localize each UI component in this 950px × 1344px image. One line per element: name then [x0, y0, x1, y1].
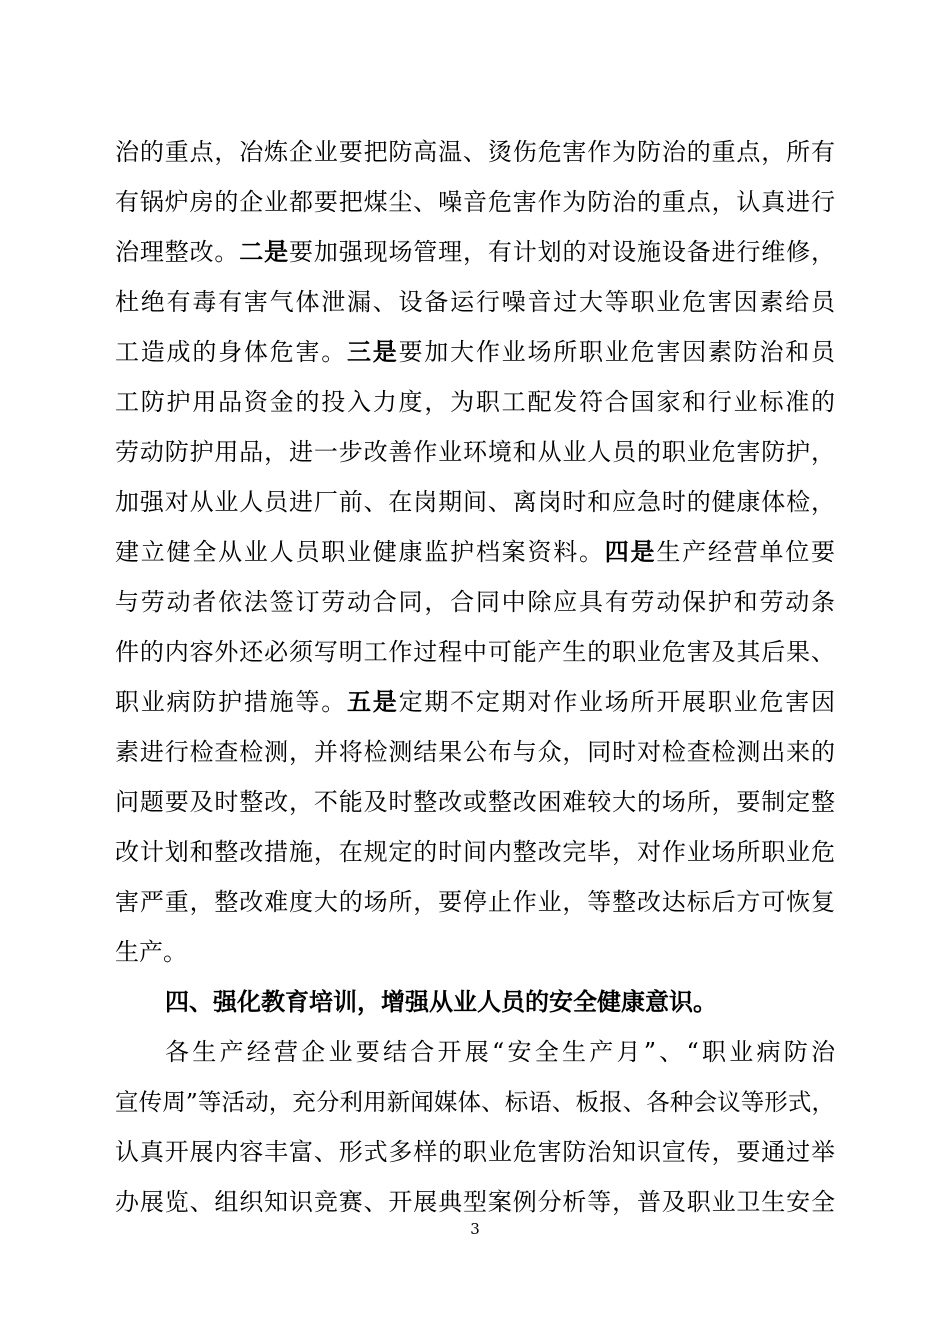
- emphasis-label: 三是: [347, 337, 399, 366]
- emphasis-label: 五是: [347, 687, 399, 716]
- body-line: 件的内容外还必须写明工作过程中可能产生的职业危害及其后果、: [115, 638, 835, 666]
- emphasis-label: 二是: [239, 237, 290, 266]
- body-line: [115, 687, 835, 717]
- section-line: 认真开展内容丰富、形式多样的职业危害防治知识宣传，要通过举: [115, 1138, 835, 1166]
- body-line: 素进行检查检测，并将检测结果公布与众，同时对检查检测出来的: [115, 738, 835, 766]
- body-line: 与劳动者依法签订劳动合同，合同中除应具有劳动保护和劳动条: [115, 588, 835, 616]
- emphasis-label: 四是: [604, 537, 657, 566]
- line-text: 建立健全从业人员职业健康监护档案资料。: [115, 538, 605, 566]
- body-line: 杜绝有毒有害气体泄漏、设备运行噪音过大等职业危害因素给员: [115, 288, 835, 316]
- body-line: 治的重点，冶炼企业要把防高温、烫伤危害作为防治的重点，所有: [115, 138, 835, 166]
- body-line: [115, 237, 835, 267]
- line-text: 生产经营单位要: [656, 538, 836, 566]
- body-line: 害严重，整改难度大的场所，要停止作业，等整改达标后方可恢复: [115, 888, 835, 916]
- line-text: 职业病防护措施等。: [115, 688, 347, 716]
- line-text: 工造成的身体危害。: [115, 338, 347, 366]
- section-line: 宣传周”等活动，充分利用新闻媒体、标语、板报、各种会议等形式，: [115, 1088, 835, 1116]
- body-line: [115, 337, 835, 367]
- body-line: 问题要及时整改，不能及时整改或整改困难较大的场所，要制定整: [115, 788, 835, 816]
- body-line: 加强对从业人员进厂前、在岗期间、离岗时和应急时的健康体检，: [115, 488, 835, 516]
- body-line: 生产。: [115, 938, 187, 966]
- section-line: 各生产经营企业要结合开展“安全生产月”、“职业病防治: [165, 1038, 835, 1066]
- body-line: 有锅炉房的企业都要把煤尘、噪音危害作为防治的重点，认真进行: [115, 188, 835, 216]
- line-text: 要加强现场管理，有计划的对设施设备进行维修，: [289, 238, 836, 266]
- body-line: [115, 537, 835, 567]
- page-number: 3: [470, 1220, 480, 1238]
- section-heading: 四、强化教育培训，增强从业人员的安全健康意识。: [165, 987, 717, 1016]
- line-text: 定期不定期对作业场所开展职业危害因: [398, 688, 836, 716]
- line-text: 治理整改。: [115, 238, 240, 266]
- body-line: 劳动防护用品，进一步改善作业环境和从业人员的职业危害防护，: [115, 438, 835, 466]
- body-line: 改计划和整改措施，在规定的时间内整改完毕，对作业场所职业危: [115, 838, 835, 866]
- line-text: 要加大作业场所职业危害因素防治和员: [398, 338, 836, 366]
- section-line: 办展览、组织知识竞赛、开展典型案例分析等，普及职业卫生安全: [115, 1188, 835, 1216]
- body-line: 工防护用品资金的投入力度，为职工配发符合国家和行业标准的: [115, 388, 835, 416]
